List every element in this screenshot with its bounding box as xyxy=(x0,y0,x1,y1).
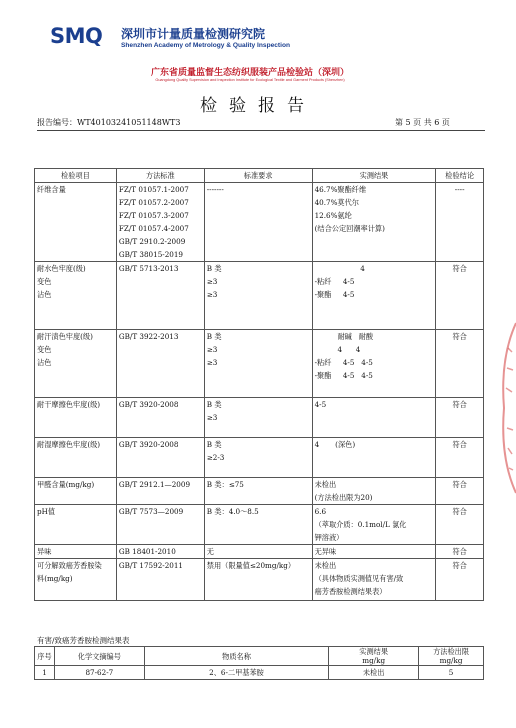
cell-item: 纤维含量 xyxy=(35,183,117,262)
cell-item: 甲醛含量(mg/kg) xyxy=(35,478,117,505)
cell-requirement: B 类 ≥2-3 xyxy=(204,438,312,478)
sub-cell-limit: 5 xyxy=(419,666,484,680)
table-row xyxy=(35,438,484,478)
sub-col-cas: 化学文摘编号 xyxy=(54,647,144,666)
cell-conclusion: 符合 xyxy=(436,438,484,478)
table-row xyxy=(35,545,484,559)
cell-result: 4 (深色) xyxy=(312,438,436,478)
cell-conclusion: 符合 xyxy=(436,330,484,398)
sub-col-limit: 方法检出限 mg/kg xyxy=(419,647,484,666)
cell-item: 异味 xyxy=(35,545,117,559)
col-header-conclusion: 检验结论 xyxy=(436,169,484,183)
cell-method: FZ/T 01057.1-2007 FZ/T 01057.2-2007 FZ/T 01057.3-2007 FZ/T 01057.4-2007 GB/T 2910.2-2009 GB/T 38015-2019 xyxy=(116,183,204,262)
cell-method: GB/T 3920-2008 xyxy=(116,438,204,478)
table-row xyxy=(35,559,484,601)
cell-conclusion: 符合 xyxy=(436,398,484,438)
sub-cell-no: 1 xyxy=(35,666,55,680)
cell-method: GB/T 3920-2008 xyxy=(116,398,204,438)
col-header-requirement: 标准要求 xyxy=(204,169,312,183)
cell-method: GB/T 3922-2013 xyxy=(116,330,204,398)
cell-item: 耐汗渍色牢度(级) 变色 沾色 xyxy=(35,330,117,398)
cell-conclusion: 符合 xyxy=(436,559,484,601)
cell-item: 耐干摩擦色牢度(级) xyxy=(35,398,117,438)
cell-result: 4 -粘纤 4-5 -聚酯 4-5 xyxy=(312,262,436,330)
table-row xyxy=(35,478,484,505)
cell-item: 耐水色牢度(级) 变色 沾色 xyxy=(35,262,117,330)
sub-col-name: 物质名称 xyxy=(144,647,329,666)
station-name-cn: 广东省质量监督生态纺织服装产品检验站（深圳） xyxy=(150,68,349,78)
sub-cell-cas: 87-62-7 xyxy=(54,666,144,680)
cell-requirement: 禁用（限量值≤20mg/kg） xyxy=(204,559,312,601)
cell-result: 6.6 （萃取介质：0.1mol/L 氯化 钾溶液） xyxy=(312,505,436,545)
cell-method: GB 18401-2010 xyxy=(116,545,204,559)
cell-item: 可分解致癌芳香胺染 料(mg/kg) xyxy=(35,559,117,601)
cell-result: 无异味 xyxy=(312,545,436,559)
cell-result: 46.7%聚酯纤维 40.7%莫代尔 12.6%氨纶 (结合公定回潮率计算) xyxy=(312,183,436,262)
sub-col-no: 序号 xyxy=(35,647,55,666)
station-name-en: Guangdong Quality Supervision and Inspection Institute for Ecological Textile and Garment Products (Shenzhen) xyxy=(155,78,345,82)
cell-result: 未检出 (方法检出限为20) xyxy=(312,478,436,505)
table-row xyxy=(35,398,484,438)
page-number: 第 5 页 共 6 页 xyxy=(395,118,450,127)
cell-method: GB/T 17592-2011 xyxy=(116,559,204,601)
cell-result: 4-5 xyxy=(312,398,436,438)
sub-table-header-row xyxy=(35,647,484,666)
report-title: 检验报告 xyxy=(200,96,316,116)
sub-cell-result: 未检出 xyxy=(329,666,419,680)
logo-text: SMQ xyxy=(50,24,103,48)
cell-method: GB/T 2912.1—2009 xyxy=(116,478,204,505)
cell-requirement: B 类 ≥3 xyxy=(204,398,312,438)
cell-result: 耐碱 耐酸 4 4 -粘纤 4-5 4-5 -聚酯 4-5 4-5 xyxy=(312,330,436,398)
cell-conclusion: ---- xyxy=(436,183,484,262)
cell-requirement: B 类：≤75 xyxy=(204,478,312,505)
sub-table-title: 有害/致癌芳香胺检测结果表 xyxy=(37,636,130,645)
cell-method: GB/T 7573—2009 xyxy=(116,505,204,545)
cell-conclusion: 符合 xyxy=(436,262,484,330)
cell-conclusion: 符合 xyxy=(436,545,484,559)
test-results-table xyxy=(34,168,484,601)
cell-requirement: B 类：4.0～8.5 xyxy=(204,505,312,545)
table-row xyxy=(35,666,484,680)
table-row xyxy=(35,183,484,262)
cell-method: GB/T 5713-2013 xyxy=(116,262,204,330)
table-row xyxy=(35,505,484,545)
col-header-result: 实测结果 xyxy=(312,169,436,183)
table-header-row xyxy=(35,169,484,183)
cell-conclusion: 符合 xyxy=(436,478,484,505)
seal-stamp-fragment xyxy=(496,318,516,498)
table-row xyxy=(35,330,484,398)
sub-col-result: 实测结果 mg/kg xyxy=(329,647,419,666)
org-name-cn: 深圳市计量质量检测研究院 xyxy=(121,27,266,41)
amine-results-table xyxy=(34,646,484,680)
cell-requirement: B 类 ≥3 ≥3 xyxy=(204,330,312,398)
header-divider xyxy=(37,130,485,131)
cell-requirement: 无 xyxy=(204,545,312,559)
table-row xyxy=(35,262,484,330)
org-name-en: Shenzhen Academy of Metrology & Quality Inspection xyxy=(121,42,291,49)
col-header-item: 检验项目 xyxy=(35,169,117,183)
cell-item: 耐湿摩擦色牢度(级) xyxy=(35,438,117,478)
report-number: 报告编号：WT40103241051148WT3 xyxy=(37,118,181,127)
cell-requirement: ------- xyxy=(204,183,312,262)
cell-result: 未检出 （具体物质实测值见有害/致 癌芳香胺检测结果表） xyxy=(312,559,436,601)
cell-requirement: B 类 ≥3 ≥3 xyxy=(204,262,312,330)
sub-cell-name: 2、6-二甲基苯胺 xyxy=(144,666,329,680)
col-header-method: 方法标准 xyxy=(116,169,204,183)
cell-conclusion: 符合 xyxy=(436,505,484,545)
cell-item: pH值 xyxy=(35,505,117,545)
